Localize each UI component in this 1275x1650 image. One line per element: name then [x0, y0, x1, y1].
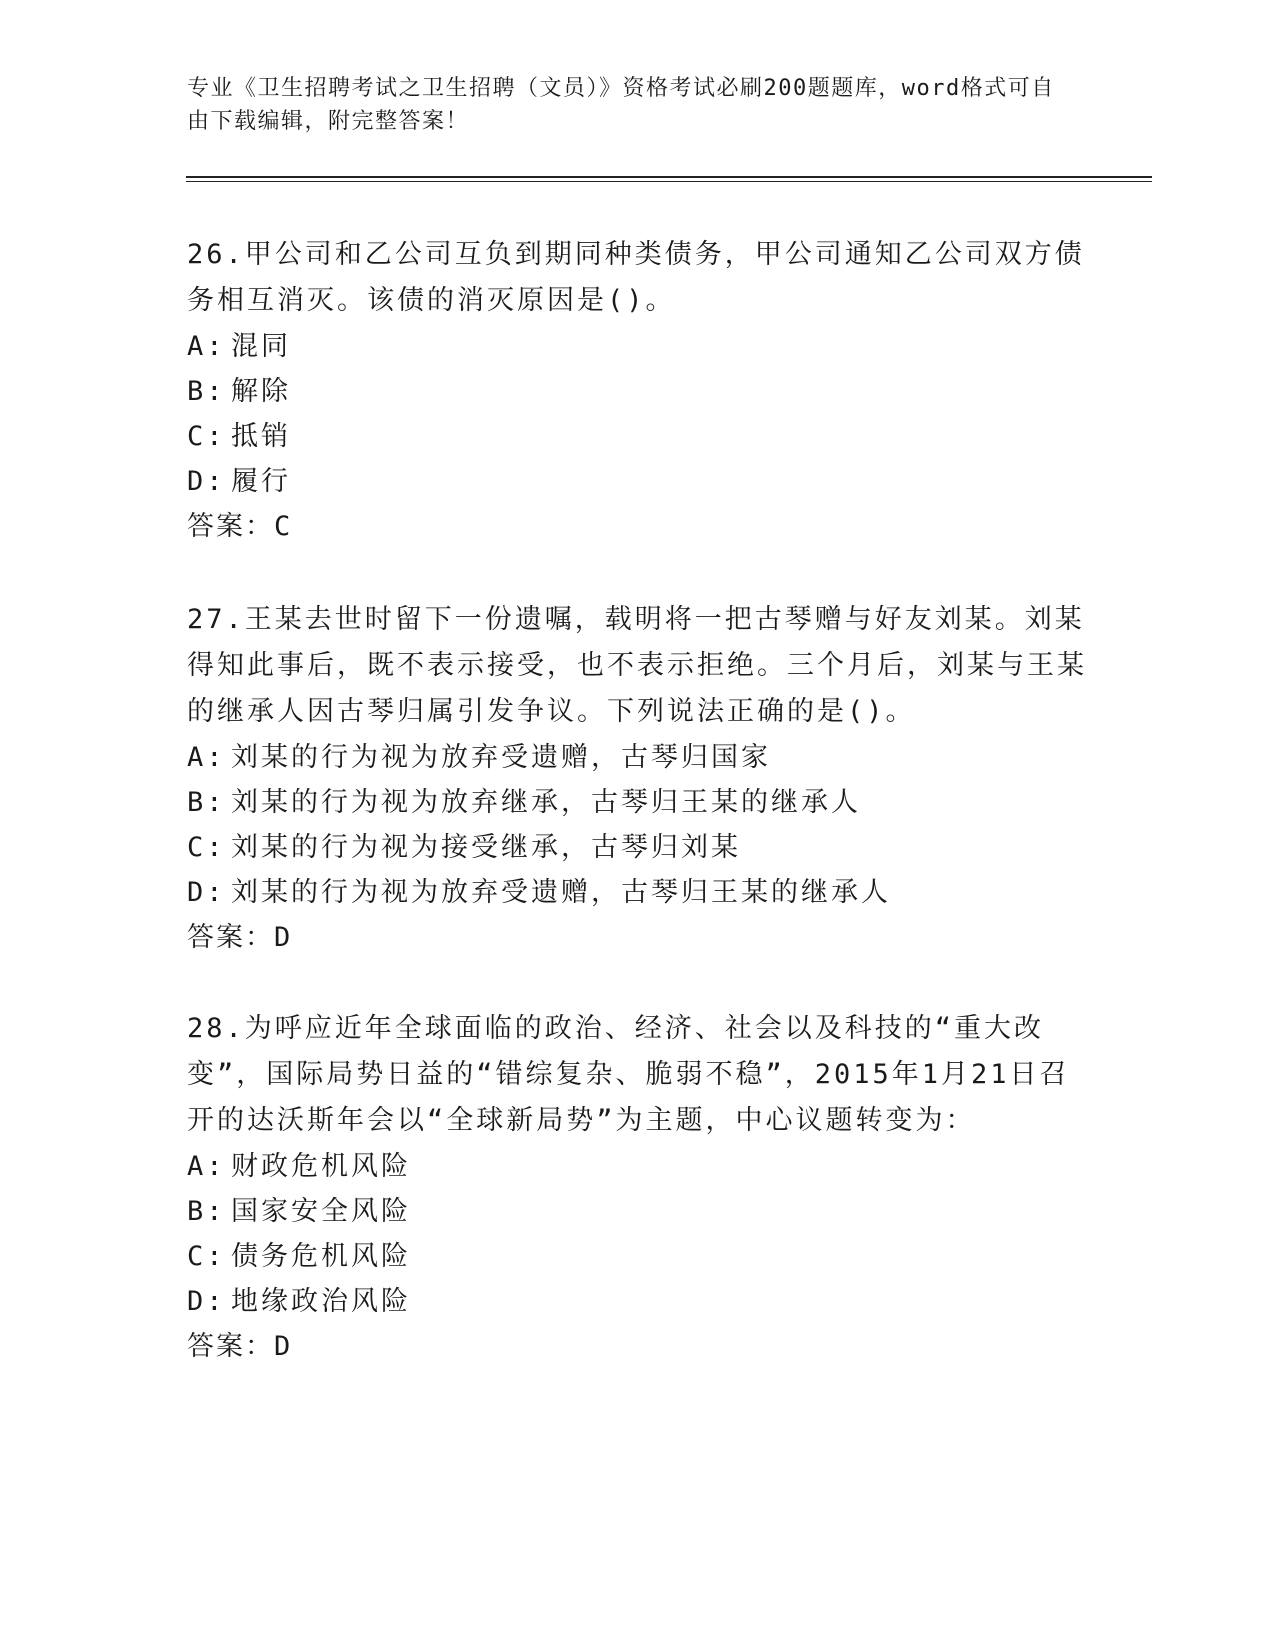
option-text: 混同	[231, 331, 291, 362]
option-key: C:	[187, 832, 226, 863]
option-text: 债务危机风险	[231, 1241, 411, 1272]
option-text: 财政危机风险	[231, 1151, 411, 1182]
header-divider-bottom	[186, 181, 1152, 182]
option-key: D:	[187, 877, 226, 908]
option-b	[187, 780, 1087, 825]
answer-text: 答案：D	[187, 922, 293, 953]
question-26	[187, 232, 1087, 549]
option-d	[187, 459, 1087, 504]
option-key: A:	[187, 331, 226, 362]
option-key: B:	[187, 787, 226, 818]
option-d	[187, 870, 1087, 915]
option-d	[187, 1279, 1087, 1324]
option-key: C:	[187, 421, 226, 452]
header-text: 专业《卫生招聘考试之卫生招聘（文员）》资格考试必刷200题题库，word格式可自由下载编辑，附完整答案！	[187, 76, 1055, 134]
option-a	[187, 324, 1087, 369]
option-key: C:	[187, 1241, 226, 1272]
option-key: A:	[187, 1151, 226, 1182]
header-divider-top	[186, 176, 1152, 178]
question-28	[187, 1006, 1087, 1369]
option-key: D:	[187, 1286, 226, 1317]
option-b	[187, 1189, 1087, 1234]
document-header	[187, 72, 1077, 138]
question-stem: 26.甲公司和乙公司互负到期同种类债务，甲公司通知乙公司双方债务相互消灭。该债的消灭原因是()。	[187, 239, 1085, 316]
option-c	[187, 825, 1087, 870]
option-text: 国家安全风险	[231, 1196, 411, 1227]
option-key: A:	[187, 742, 226, 773]
option-text: 刘某的行为视为接受继承，古琴归刘某	[231, 832, 741, 863]
answer-text: 答案：C	[187, 511, 293, 542]
question-27	[187, 597, 1087, 960]
option-c	[187, 414, 1087, 459]
option-c	[187, 1234, 1087, 1279]
option-text: 地缘政治风险	[231, 1286, 411, 1317]
option-text: 解除	[231, 376, 291, 407]
option-key: B:	[187, 1196, 226, 1227]
option-text: 刘某的行为视为放弃受遗赠，古琴归国家	[231, 742, 771, 773]
option-a	[187, 1144, 1087, 1189]
option-text: 抵销	[231, 421, 291, 452]
option-key: D:	[187, 466, 226, 497]
option-text: 履行	[231, 466, 291, 497]
option-a	[187, 735, 1087, 780]
answer-text: 答案：D	[187, 1331, 293, 1362]
option-text: 刘某的行为视为放弃受遗赠，古琴归王某的继承人	[231, 877, 891, 908]
question-stem: 28.为呼应近年全球面临的政治、经济、社会以及科技的“重大改变”，国际局势日益的“错综复杂、脆弱不稳”，2015年1月21日召开的达沃斯年会以“全球新局势”为主题，中心议题转变为：	[187, 1013, 1070, 1136]
option-key: B:	[187, 376, 226, 407]
option-text: 刘某的行为视为放弃继承，古琴归王某的继承人	[231, 787, 861, 818]
question-stem: 27.王某去世时留下一份遗嘱，载明将一把古琴赠与好友刘某。刘某得知此事后，既不表示接受，也不表示拒绝。三个月后，刘某与王某的继承人因古琴归属引发争议。下列说法正确的是()。	[187, 604, 1087, 727]
option-b	[187, 369, 1087, 414]
